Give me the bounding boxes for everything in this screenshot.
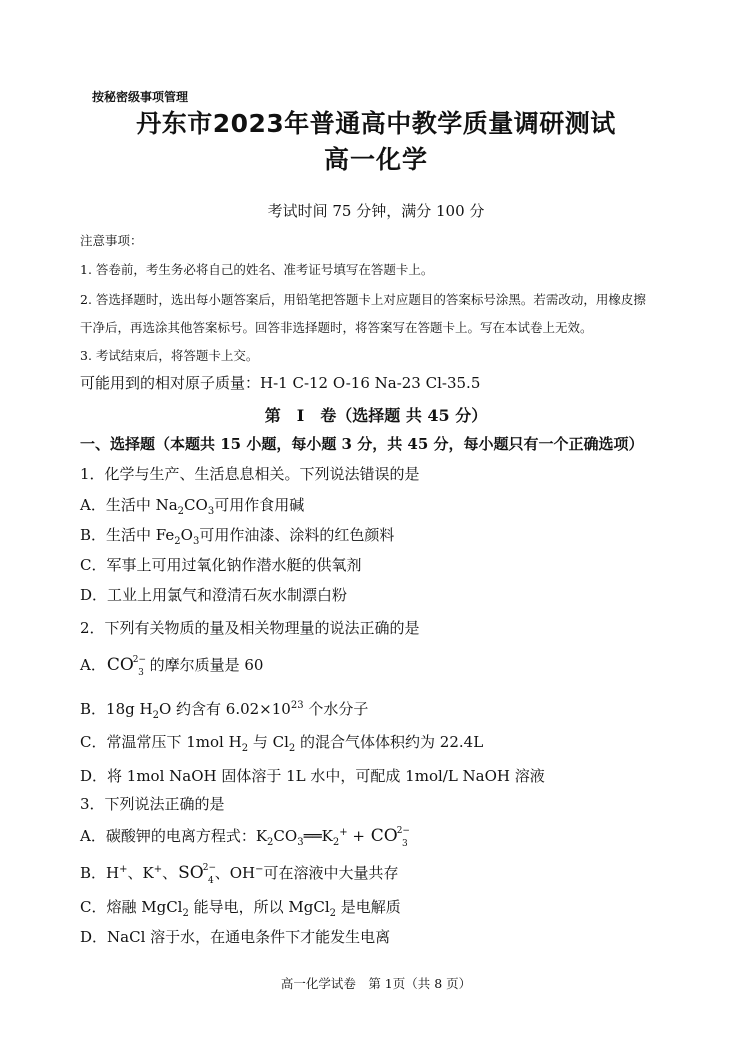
question-1-option-d: D．工业上用氯气和澄清石灰水制漂白粉 <box>80 586 348 604</box>
question-3-option-d: D．NaCl 溶于水，在通电条件下才能发生电离 <box>80 928 391 946</box>
question-3-option-a: A．碳酸钾的电离方程式：$K_2CO_3══K_2^+ + CO^{2-}_3$ <box>80 826 410 849</box>
question-3-option-b: B．H+、K+、$SO^{2-}_4$、OH−可在溶液中大量共存 <box>80 863 399 886</box>
question-1-option-b: B．生活中 $Fe_2O_3$可用作油漆、涂料的红色颜料 <box>80 526 395 547</box>
question-3-stem: 3．下列说法正确的是 <box>80 795 225 813</box>
question-1-option-a: A．生活中 $Na_2CO_3$可用作食用碱 <box>80 496 305 517</box>
question-2-option-b: B．18g $H_2O$ 约含有 $6.02\times 10^{23}$ 个水分子 <box>80 700 369 721</box>
part-1-title: 第 Ⅰ 卷（选择题 共 45 分） <box>264 406 488 425</box>
question-2-option-c: C．常温常压下 1mol $H_2$ 与 $Cl_2$ 的混合气体体积约为 22.4L <box>80 733 484 754</box>
note-item-1: 1. 答卷前，考生务必将自己的姓名、准考证号填写在答题卡上。 <box>80 262 434 277</box>
exam-time-info: 考试时间 75 分钟，满分 100 分 <box>267 202 485 220</box>
note-item-2-line-1: 2. 答选择题时，选出每小题答案后，用铅笔把答题卡上对应题目的答案标号涂黑。若需改动，用橡皮擦 <box>80 292 646 307</box>
question-2-stem: 2．下列有关物质的量及相关物理量的说法正确的是 <box>80 619 420 637</box>
page-footer: 高一化学试卷 第 1页（共 8 页） <box>280 976 472 991</box>
note-item-2-line-2: 干净后，再选涂其他答案标号。回答非选择题时，将答案写在答题卡上。写在本试卷上无效。 <box>80 320 593 335</box>
question-1-option-c: C．军事上可用过氧化钠作潜水艇的供氧剂 <box>80 556 362 574</box>
question-3-option-c: C．熔融 MgCl$_2$ 能导电，所以 MgCl$_2$ 是电解质 <box>80 898 401 919</box>
notes-heading: 注意事项： <box>80 233 143 248</box>
section-1-title: 一、选择题（本题共 15 小题，每小题 3 分，共 45 分，每小题只有一个正确选项） <box>80 435 644 453</box>
carbonate-ion: $CO^{2-}_3$ <box>106 655 147 678</box>
question-2-option-a: A．$CO^{2-}_3$ 的摩尔质量是 60 <box>80 655 264 678</box>
sulfate-ion: $SO^{2-}_4$ <box>178 863 216 886</box>
note-item-3: 3. 考试结束后，将答题卡上交。 <box>80 348 259 363</box>
subject-title: 高一化学 <box>323 145 428 174</box>
secret-level-label: 按秘密级事项管理 <box>92 90 189 104</box>
carbonate-ion: $CO^{2-}_3$ <box>370 826 410 849</box>
exam-title: 丹东市2023年普通高中教学质量调研测试 <box>136 109 616 138</box>
question-1-stem: 1．化学与生产、生活息息相关。下列说法错误的是 <box>80 465 420 483</box>
atomic-masses: 可能用到的相对原子质量：H-1 C-12 O-16 Na-23 Cl-35.5 <box>80 374 481 392</box>
question-2-option-d: D．将 1mol NaOH 固体溶于 1L 水中，可配成 1mol/L NaOH 溶液 <box>80 767 545 785</box>
